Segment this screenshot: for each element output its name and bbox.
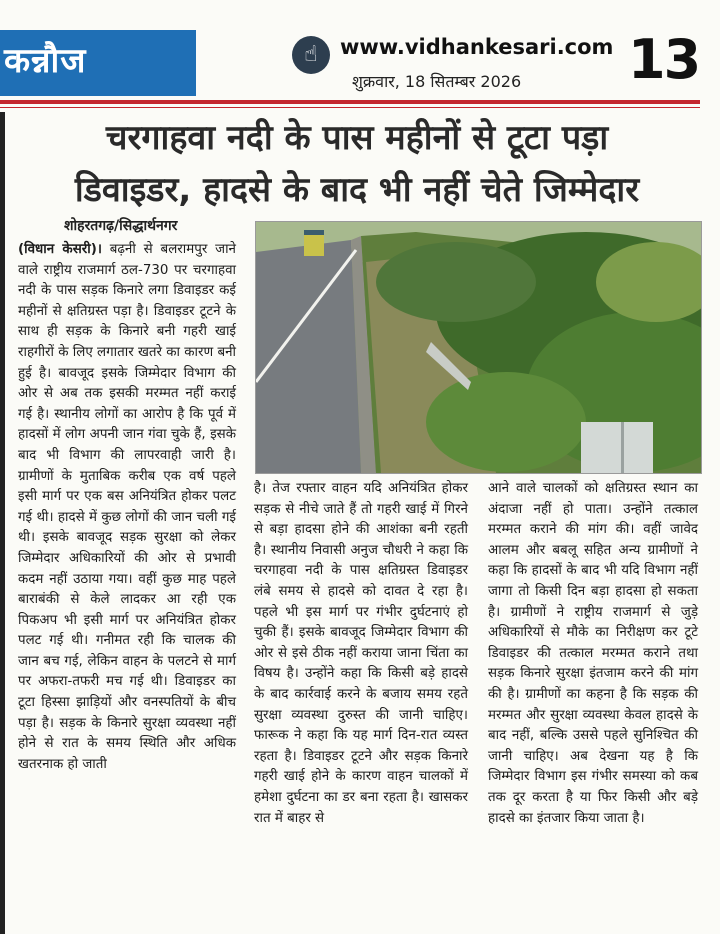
header-divider — [0, 100, 700, 104]
section-name: कन्नौज — [4, 41, 87, 81]
page-number: 13 — [628, 28, 700, 91]
column-1-text: बढ़नी से बलरामपुर जाने वाले राष्ट्रीय राजमार्ग ठल-730 पर चरगाहवा नदी के पास सड़क किनारे लगा डिवाइडर कई महीनों से क्षतिग्रस्त पड़ा है। डिवाइडर टूटने के साथ ही सड़क के किनारे बनी गहरी खाई राहगीरों के लिए लगातार खतरे का कारण बनी हुई है। बावजूद इसके जिम्मेदार विभाग की ओर से अब तक इसकी मरम्मत नहीं कराई गई है। स्थानीय लोगों का आरोप है कि पूर्व में हादसों में लोग अपनी जान गंवा चुके हैं, इसके बाद भी विभाग की लापरवाही जारी है। ग्रामीणों के मुताबिक करीब एक वर्ष पहले इसी मार्ग पर एक बस अनियंत्रित होकर पलट गई थी। हादसे में कुछ लोगों की जान चली गई थी। इसके बावजूद सड़क सुरक्षा को लेकर जिम्मेदार अधिकारियों की ओर से प्रभावी कदम नहीं उठाया गया। वहीं कुछ माह पहले बाराबंकी से केले लादकर आ रही एक पिकअप भी इसी मार्ग पर अनियंत्रित होकर पलट गई थी। गनीमत रही कि चालक की जान बच गई, लेकिन वाहन के पलटने से मार्ग पर अफरा-तफरी मच गई थी। डिवाइडर का टूटा हिस्सा झाड़ियों और वनस्पतियों के बीच पड़ा है। सड़क के किनारे सुरक्षा व्यवस्था नहीं होने से रात के समय स्थिति और अधिक खतरनाक हो जाती — [18, 242, 236, 772]
article-column-2 — [254, 479, 468, 829]
issue-date: शुक्रवार, 18 सितम्बर 2026 — [352, 72, 522, 91]
agency-credit: (विधान केसरी)। — [18, 242, 102, 257]
column-3-text: आने वाले चालकों को क्षतिग्रस्त स्थान का अंदाजा नहीं हो पाता। उन्होंने तत्काल मरम्मत कराने की मांग की। वहीं जावेद आलम और बबलू सहित अन्य ग्रामीणों ने कहा कि हादसों के बाद भी यदि विभाग नहीं जागा तो किसी दिन बड़ा हादसा हो सकता है। ग्रामीणों ने राष्ट्रीय राजमार्ग से जुड़े अधिकारियों से मौके का निरीक्षण कर टूटे डिवाइडर की तत्काल मरम्मत कराने तथा सड़क किनारे सुरक्षा इंतजाम करने की मांग की है। ग्रामीणों का कहना है कि सड़क की मरम्मत और सुरक्षा व्यवस्था केवल हादसे के बाद नहीं, बल्कि उससे पहले सुनिश्चित की जानी चाहिए। अब देखना यह है कि जिम्मेदार विभाग इस गंभीर समस्या को कब तक दूर करता है या फिर किसी और बड़े हादसे का इंतजार किया जाता है। — [488, 481, 698, 826]
headline-line-2: डिवाइडर, हादसे के बाद भी नहीं चेते जिम्मेदार — [74, 170, 640, 210]
article-photo — [255, 221, 702, 474]
article-column-1 — [18, 240, 236, 775]
article-headline — [12, 112, 702, 216]
website-url: www.vidhankesari.com — [340, 35, 614, 59]
top-margin — [0, 0, 720, 30]
section-banner — [0, 30, 196, 96]
headline-line-1: चरगाहवा नदी के पास महीनों से टूटा पड़ा — [105, 118, 609, 158]
pointing-hand-icon: ☝ — [292, 36, 330, 74]
article-column-3 — [488, 479, 698, 829]
column-2-text: है। तेज रफ्तार वाहन यदि अनियंत्रित होकर सड़क से नीचे जाते हैं तो गहरी खाई में गिरने से बड़ा हादसा होने की आशंका बनी रहती है। स्थानीय निवासी अनुज चौधरी ने कहा कि चरगाहवा नदी के पास क्षतिग्रस्त डिवाइडर लंबे समय से हादसे को दावत दे रहा है। पहले भी इस मार्ग पर गंभीर दुर्घटनाएं हो चुकी हैं। इसके बावजूद जिम्मेदार विभाग की ओर से इसे ठीक नहीं कराया जाना चिंता का विषय है। उन्होंने कहा कि किसी बड़े हादसे के बाद कार्रवाई करने के बजाय समय रहते सुरक्षा व्यवस्था दुरुस्त की जानी चाहिए। फारूक ने कहा कि यह मार्ग दिन-रात व्यस्त रहता है। डिवाइडर टूटने और सड़क किनारे गहरी खाई होने के कारण वाहन चालकों में हमेशा दुर्घटना का डर बना रहता है। खासकर रात में बाहर से — [254, 481, 468, 826]
dateline: शोहरतगढ़/सिद्धार्थनगर — [64, 218, 178, 234]
page-edge-bar — [0, 112, 5, 934]
header-divider-thin — [0, 107, 700, 108]
